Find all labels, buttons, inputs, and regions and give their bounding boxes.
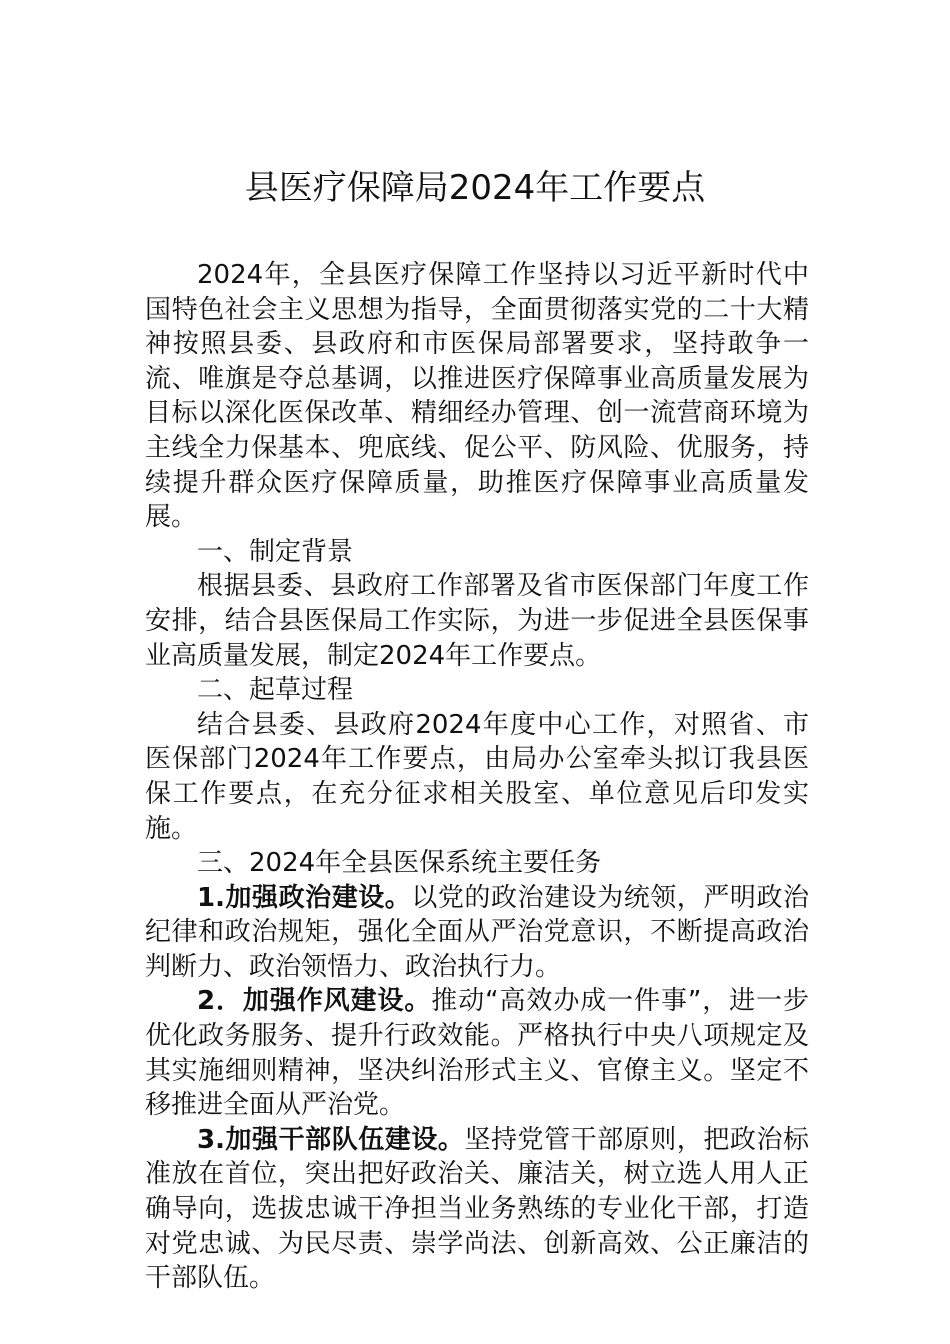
- document-body: [145, 258, 809, 1296]
- task-paragraph-political: [145, 881, 809, 985]
- task-text-political: 以党的政治建设为统领，严明政治纪律和政治规矩，强化全面从严治党意识，不断提高政治判断力、政治领悟力、政治执行力。: [145, 882, 809, 982]
- section-heading-tasks: 三、2024年全县医保系统主要任务: [197, 848, 602, 879]
- section-heading-drafting: 二、起草过程: [197, 675, 354, 706]
- document-title: 县医疗保障局2024年工作要点: [244, 168, 706, 208]
- section-body-background: 根据县委、县政府工作部署及省市医保部门年度工作安排，结合县医保局工作实际，为进一步促进全县医保事业高质量发展，制定2024年工作要点。: [145, 571, 809, 671]
- task-lead-style: 2．加强作风建设。: [197, 986, 432, 1017]
- task-paragraph-style: [145, 984, 809, 1122]
- task-lead-political: 1.加强政治建设。: [197, 882, 412, 913]
- section-heading-background: 一、制定背景: [197, 536, 354, 567]
- intro-paragraph: 2024年，全县医疗保障工作坚持以习近平新时代中国特色社会主义思想为指导，全面贯彻落实党的二十大精神按照县委、县政府和市医保局部署要求，坚持敢争一流、唯旗是夺总基调，以推进医疗保障事业高质量发展为目标以深化医保改革、精细经办管理、创一流营商环境为主线全力保基本、兜底线、促公平、防风险、优服务，持续提升群众医疗保障质量，助推医疗保障事业高质量发展。: [145, 260, 809, 533]
- task-text-style: 推动“高效办成一件事”，进一步优化政务服务、提升行政效能。严格执行中央八项规定及其实施细则精神，坚决纠治形式主义、官僚主义。坚定不移推进全面从严治党。: [145, 986, 809, 1121]
- task-text-cadre: 坚持党管干部原则，把政治标准放在首位，突出把好政治关、廉洁关，树立选人用人正确导向，选拔忠诚干净担当业务熟练的专业化干部，打造对党忠诚、为民尽责、崇学尚法、创新高效、公正廉洁的干部队伍。: [145, 1124, 809, 1294]
- section-body-drafting: 结合县委、县政府2024年度中心工作，对照省、市医保部门2024年工作要点，由局办公室牵头拟订我县医保工作要点，在充分征求相关股室、单位意见后印发实施。: [145, 709, 809, 844]
- task-paragraph-cadre: [145, 1123, 809, 1296]
- task-lead-cadre: 3.加强干部队伍建设。: [197, 1124, 465, 1155]
